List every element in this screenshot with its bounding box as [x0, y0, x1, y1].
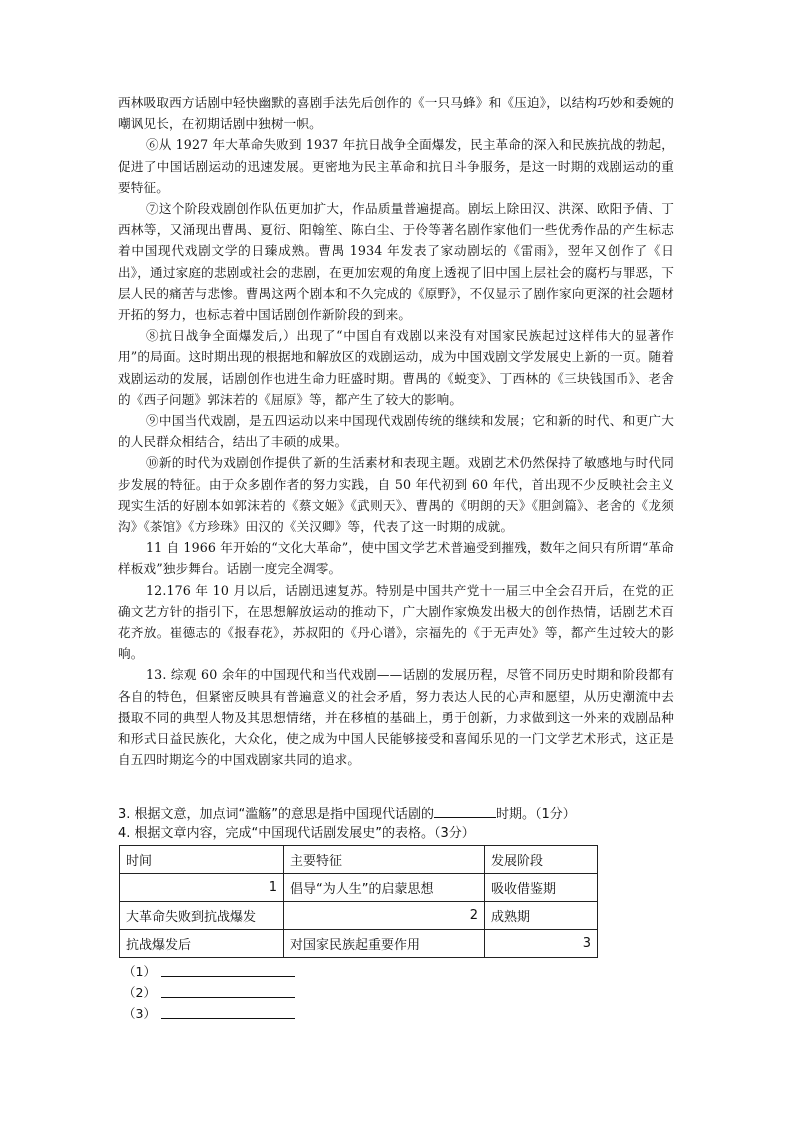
answer-underline: [161, 1018, 295, 1019]
answer-label-3: （3）: [123, 1006, 156, 1021]
table-cell: 吸收借鉴期: [485, 874, 598, 902]
answer-line-1[interactable]: [123, 962, 156, 980]
paragraph-10: ⑩新的时代为戏剧创作提供了新的生活素材和表现主题。戏剧艺术仍然保持了敏感地与时代同步发展的特征。由于众多剧作者的努力实践，自 50 年代初到 60 年代，首出现不少反映社会主义现实生活的好剧本如郭沫若的《蔡文姬》《武则天》、曹禺的《明朗的天》《胆剑篇》、老舍的《龙须沟》《茶馆》《方珍珠》田汉的《关汉卿》等，代表了这一时期的成就。: [118, 455, 674, 535]
table-header-row: [120, 846, 598, 874]
paragraph-9: ⑨中国当代戏剧，是五四运动以来中国现代戏剧传统的继续和发展；它和新的时代、和更广大的人民群众相结合，结出了丰硕的成果。: [118, 413, 674, 450]
answer-line-2[interactable]: [123, 983, 156, 1001]
paragraph-8: ⑧抗日战争全面爆发后,）出现了“中国自有戏剧以来没有对国家民族起过这样伟大的显著作用”的局面。这时期出现的根据地和解放区的戏剧运动，成为中国戏剧文学发展史上新的一页。随着戏剧运动的发展，话剧创作也进生命力旺盛时期。曹禺的《蜕变》、丁西林的《三块钱国币》、老舍的《西子问题》郭沫若的《屈原》等，都产生了较大的影响。: [118, 328, 674, 407]
answer-line-3[interactable]: [123, 1004, 156, 1022]
paragraph-7: ⑦这个阶段戏剧创作队伍更加扩大，作品质量普遍提高。剧坛上除田汉、洪深、欧阳予倩、丁西林等，又涌现出曹禺、夏衍、阳翰笙、陈白尘、于伶等著名剧作家他们一些优秀作品的产生标志着中国现代戏剧文学的日臻成熟。曹禺 1934 年发表了家动剧坛的《雷雨》，翌年又创作了《日出》，通过家庭的悲剧或社会的悲剧，在更加宏观的角度上透视了旧中国上层社会的腐朽与罪恶，下层人民的痛苦与悲惨。曹禺这两个剧本和不久完成的《原野》，不仅显示了剧作家向更深的社会题材开拓的努力，也标志着中国话剧创作新阶段的到来。: [118, 201, 674, 323]
paragraph-13: 13. 综观 60 余年的中国现代和当代戏剧——话剧的发展历程，尽管不同历史时期和阶段都有各自的特色，但紧密反映具有普遍意义的社会矛盾，努力表达人民的心声和愿望，从历史潮流中去摄取不同的典型人物及其思想情绪，并在移植的基础上，勇于创新，力求做到这一外来的戏剧品种和形式日益民族化，大众化，使之成为中国人民能够接受和喜闻乐见的一门文学艺术形式，这正是自五四时期迄今的中国戏剧家共同的追求。: [118, 667, 674, 768]
paragraph-continuation: 西林吸取西方话剧中轻快幽默的喜剧手法先后创作的《一只马蜂》和《压迫》，以结构巧妙和委婉的嘲讽见长，在初期话剧中独树一帜。: [118, 95, 674, 132]
table-row: [120, 874, 598, 902]
reading-passage: [118, 92, 674, 771]
answer-underline: [161, 976, 295, 977]
question-3-prefix: 3. 根据文意，加点词“滥觞”的意思是指中国现代话剧的: [118, 807, 435, 822]
table-cell: 抗战爆发后: [120, 930, 284, 958]
table-cell: 成熟期: [485, 902, 598, 930]
question-4: 4. 根据文章内容，完成“中国现代话剧发展史”的表格。（3分）: [118, 826, 475, 841]
table-cell: 对国家民族起重要作用: [284, 930, 485, 958]
table-row: [120, 930, 598, 958]
answer-label-1: （1）: [123, 964, 156, 979]
answer-underline: [161, 997, 295, 998]
paragraph-6: ⑥从 1927 年大革命失败到 1937 年抗日战争全面爆发，民主革命的深入和民族抗战的勃起，促进了中国话剧运动的迅速发展。更密地为民主革命和抗日斗争服务，是这一时期的戏剧运动的重要特征。: [118, 137, 674, 195]
paragraph-12: 12.176 年 10 月以后，话剧迅速复苏。特别是中国共产党十一届三中全会召开后，在党的正确文艺方针的指引下，在思想解放运动的推动下，广大剧作家焕发出极大的创作热情，话剧艺术百花齐放。崔德志的《报春花》，苏叔阳的《丹心谱》，宗福先的《于无声处》等，都产生过较大的影响。: [118, 582, 674, 662]
table-cell: 倡导“为人生”的启蒙思想: [284, 874, 485, 902]
question-3-suffix: 时期。（1分）: [496, 807, 576, 822]
table-cell-blank-2: 2: [284, 902, 485, 930]
table-cell-blank-1: 1: [120, 874, 284, 902]
table-header-feature: 主要特征: [284, 846, 485, 874]
answer-label-2: （2）: [123, 985, 156, 1000]
paragraph-11: 11 自 1966 年开始的“文化大革命”，使中国文学艺术普遍受到摧残，数年之间只有所谓“革命样板戏”独步舞台。话剧一度完全凋零。: [118, 540, 674, 577]
history-table: [119, 845, 598, 958]
table-cell: 大革命失败到抗战爆发: [120, 902, 284, 930]
table-header-stage: 发展阶段: [485, 846, 598, 874]
question-3: [118, 805, 576, 824]
table-cell-blank-3: 3: [485, 930, 598, 958]
table-header-time: 时间: [120, 846, 284, 874]
table-row: [120, 902, 598, 930]
question-3-blank[interactable]: [434, 805, 496, 818]
